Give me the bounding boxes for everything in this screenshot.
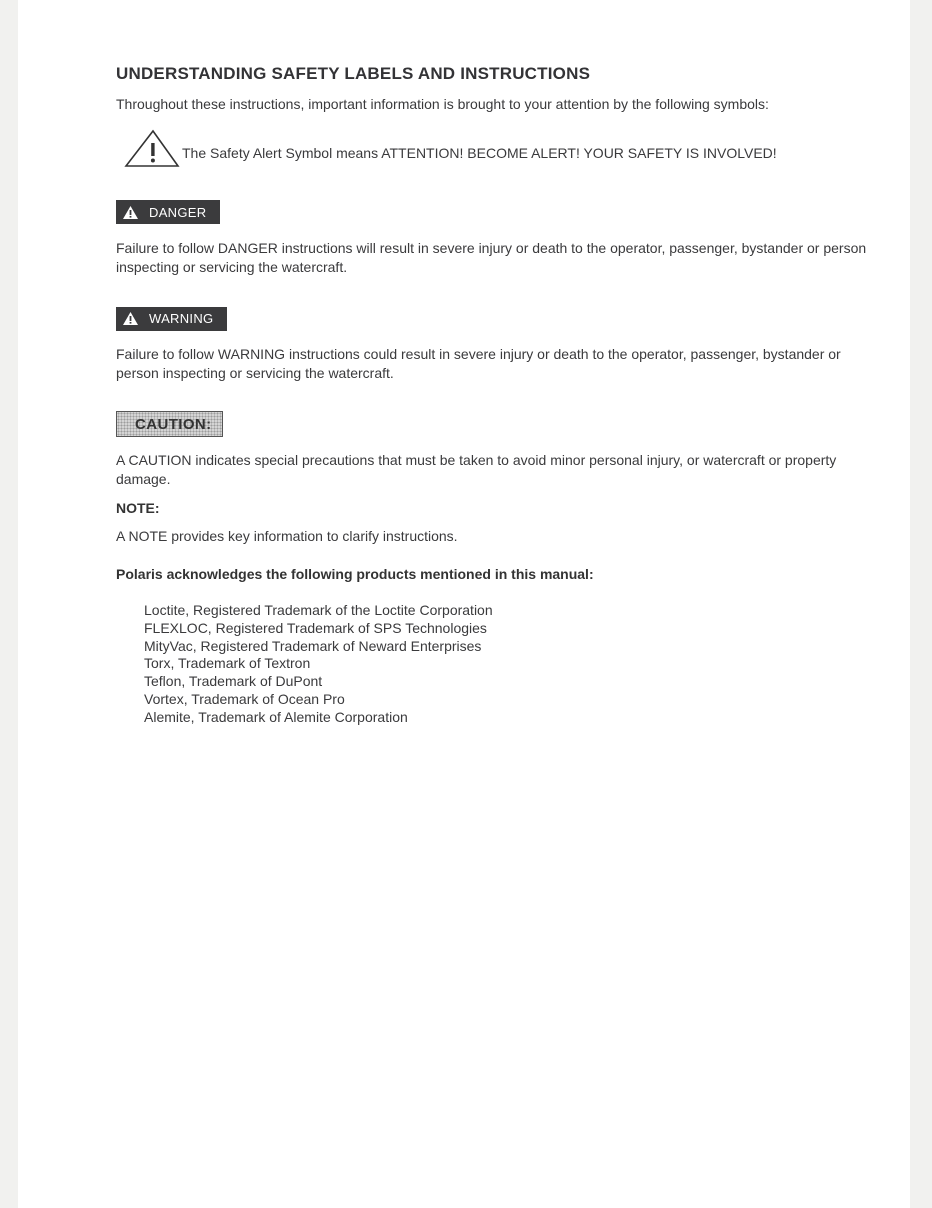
warning-description: Failure to follow WARNING instructions could result in severe injury or death to the operator, passenger, bystander or person inspecting or servicing the watercraft. [116,346,841,381]
caution-description: A CAUTION indicates special precautions that must be taken to avoid minor personal injury, or watercraft or property damage. [116,452,837,487]
list-item: Vortex, Trademark of Ocean Pro [144,690,345,707]
note-description: A NOTE provides key information to clarify instructions. [116,528,458,544]
warning-triangle-icon [122,311,139,326]
acknowledgement-heading: Polaris acknowledges the following products mentioned in this manual: [116,566,594,582]
intro-text: Throughout these instructions, important information is brought to your attention by the following symbols: [116,96,769,112]
list-item: Teflon, Trademark of DuPont [144,673,323,690]
warning-triangle-icon [122,128,180,168]
list-item: MityVac, Registered Trademark of Neward Enterprises [144,637,482,654]
danger-label-text: DANGER [149,204,207,220]
list-item: Loctite, Registered Trademark of the Loctite Corporation [144,602,493,618]
page-title: UNDERSTANDING SAFETY LABELS AND INSTRUCTIONS [116,64,591,83]
warning-triangle-icon [122,205,139,220]
caution-label: CAUTION: [116,411,223,437]
safety-alert-text: The Safety Alert Symbol means ATTENTION! BECOME ALERT! YOUR SAFETY IS INVOLVED! [182,145,777,161]
warning-label [116,307,227,331]
danger-label [116,200,220,224]
list-item: FLEXLOC, Registered Trademark of SPS Technologies [144,619,487,636]
danger-description: Failure to follow DANGER instructions will result in severe injury or death to the operator, passenger, bystander or person inspecting or servicing the watercraft. [116,239,867,275]
list-item: Alemite, Trademark of Alemite Corporation [144,708,408,725]
note-label: NOTE: [116,500,160,516]
list-item: Torx, Trademark of Textron [144,655,311,672]
warning-label-text: WARNING [149,311,214,326]
trademark-list [144,602,876,727]
page-content [116,64,876,727]
manual-page [18,0,910,1208]
safety-alert-row [116,128,876,168]
